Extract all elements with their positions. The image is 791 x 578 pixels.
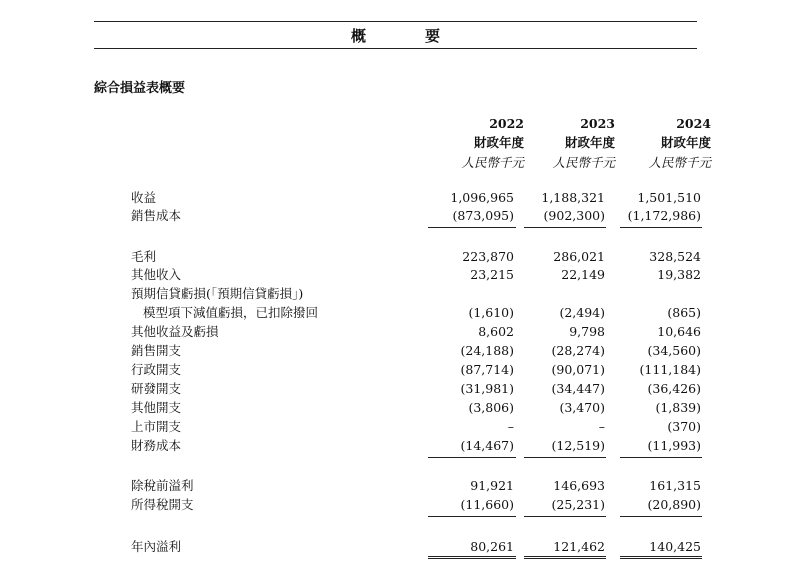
column-unit: 人民幣千元 [552,155,615,170]
column-year: 2024 [676,116,711,131]
value-2022: (31,981) [460,381,514,396]
value-2022: (24,188) [460,343,514,358]
row-label: 所得稅開支 [131,497,194,512]
total-double-rule [428,556,516,559]
value-2022: – [507,419,514,434]
value-2022: 1,096,965 [450,190,514,205]
row-label: 上市開支 [131,419,182,434]
value-2023: (90,071) [551,362,605,377]
value-2022: 80,261 [470,539,514,554]
value-2024: (111,184) [639,362,701,377]
row-income-tax [0,496,791,514]
row-finance-costs [0,437,791,455]
value-2022: (1,610) [468,305,514,320]
row-ecl-impairment [0,304,791,322]
row-profit-before-tax [0,477,791,495]
total-double-rule [620,556,702,559]
subtotal-rule [620,457,702,458]
value-2022: (87,714) [460,362,514,377]
total-double-rule [524,556,606,559]
row-revenue [0,189,791,207]
value-2024: (36,426) [647,381,701,396]
value-2024: (1,172,986) [627,208,701,223]
value-2022: (14,467) [460,438,514,453]
subtotal-rule [428,227,516,228]
value-2023: 1,188,321 [541,190,605,205]
value-2023: 9,798 [569,324,605,339]
column-header-2024 [591,116,711,171]
value-2024: (34,560) [647,343,701,358]
value-2023: 121,462 [553,539,605,554]
section-title: 綜合損益表概要 [94,81,186,96]
subtotal-rule [524,516,606,517]
row-label: 銷售成本 [131,208,182,223]
row-label: 銷售開支 [131,343,182,358]
value-2024: 1,501,510 [637,190,701,205]
row-label: 研發開支 [131,381,182,396]
value-2023: (3,470) [559,400,605,415]
row-label: 毛利 [131,249,157,264]
subtotal-rule [524,227,606,228]
value-2023: (28,274) [551,343,605,358]
row-admin-expenses [0,361,791,379]
value-2023: (25,231) [551,497,605,512]
row-label: 其他收益及虧損 [131,324,219,339]
value-2023: 146,693 [553,478,605,493]
column-year: 2022 [489,116,524,131]
title-divider [94,48,697,49]
row-other-gains [0,323,791,341]
value-2024: (370) [667,419,701,434]
top-border [94,21,697,22]
subtotal-rule [428,457,516,458]
column-unit: 人民幣千元 [461,155,524,170]
subtotal-rule [524,457,606,458]
value-2023: (12,519) [551,438,605,453]
row-listing-expenses [0,418,791,436]
value-2023: 22,149 [561,267,605,282]
column-year: 2023 [580,116,615,131]
row-label: 財務成本 [131,438,182,453]
value-2023: – [598,419,605,434]
column-unit: 人民幣千元 [648,155,711,170]
subtotal-rule [428,516,516,517]
column-period: 財政年度 [660,135,711,150]
row-label: 除稅前溢利 [131,478,194,493]
row-selling-expenses [0,342,791,360]
column-period: 財政年度 [473,135,524,150]
value-2022: 91,921 [470,478,514,493]
row-label: 預期信貸虧損(「預期信貸虧損」) [131,286,304,301]
value-2023: (902,300) [543,208,605,223]
value-2024: (11,993) [647,438,701,453]
value-2023: 286,021 [553,249,605,264]
row-gross-profit [0,248,791,266]
row-label: 模型項下減值虧損，已扣除撥回 [143,305,319,320]
value-2024: 10,646 [657,324,701,339]
row-rnd-expenses [0,380,791,398]
value-2023: (2,494) [559,305,605,320]
value-2024: 140,425 [649,539,701,554]
column-period: 財政年度 [564,135,615,150]
row-label: 收益 [131,190,157,205]
page-title: 概 要 [350,27,462,45]
row-label: 行政開支 [131,362,182,377]
row-cost-of-sales [0,207,791,225]
subtotal-rule [620,227,702,228]
value-2022: (873,095) [452,208,514,223]
value-2024: (865) [667,305,701,320]
value-2022: 8,602 [478,324,514,339]
value-2024: (1,839) [655,400,701,415]
row-label: 其他收入 [131,267,182,282]
value-2024: 19,382 [657,267,701,282]
value-2024: (20,890) [647,497,701,512]
row-ecl-heading [0,285,791,303]
value-2022: (3,806) [468,400,514,415]
value-2022: 23,215 [470,267,514,282]
value-2022: (11,660) [460,497,514,512]
value-2024: 161,315 [649,478,701,493]
value-2024: 328,524 [649,249,701,264]
subtotal-rule [620,516,702,517]
value-2023: (34,447) [551,381,605,396]
row-label: 其他開支 [131,400,182,415]
row-profit-for-year [0,538,791,556]
value-2022: 223,870 [462,249,514,264]
row-other-expenses [0,399,791,417]
row-label: 年內溢利 [131,539,182,554]
row-other-income [0,266,791,284]
